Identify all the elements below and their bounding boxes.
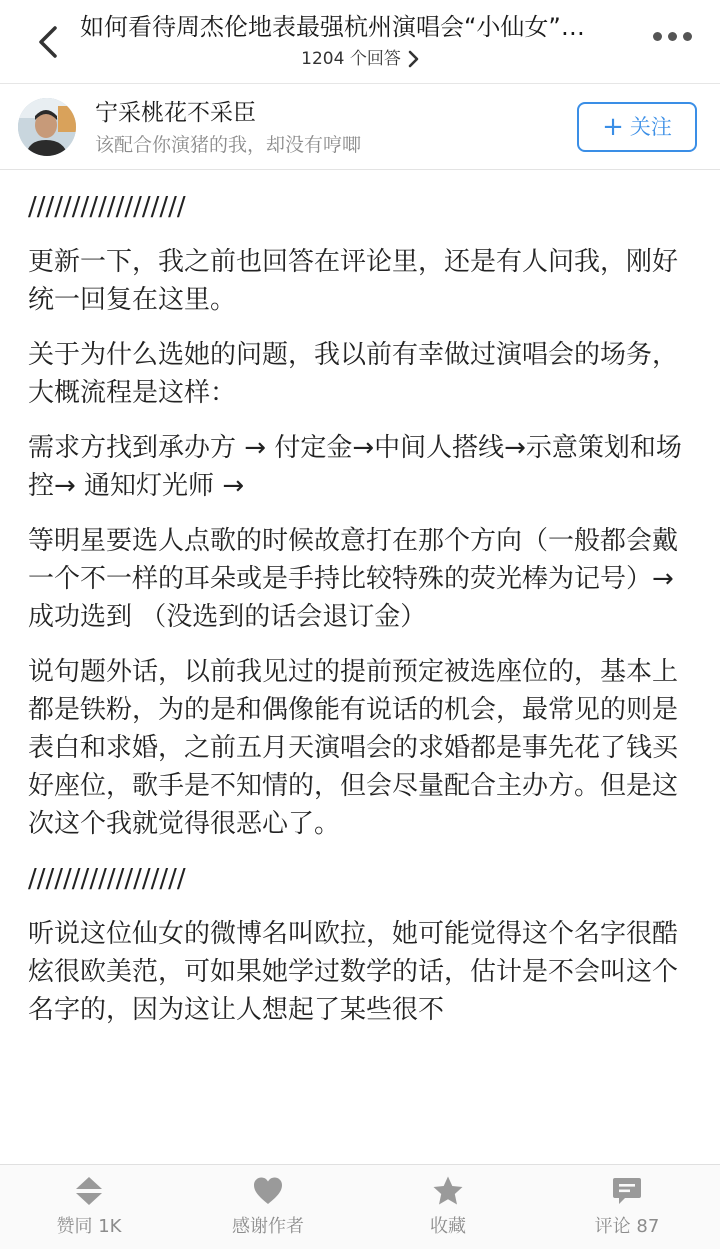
comment-label: 评论 87	[594, 1216, 660, 1237]
comment-button[interactable]	[552, 1175, 702, 1241]
avatar[interactable]	[18, 98, 76, 156]
author-row	[0, 84, 720, 170]
follow-button[interactable]	[577, 102, 697, 152]
paragraph: 需求方找到承办方 → 付定金→中间人搭线→示意策划和场控→ 通知灯光师 →	[28, 433, 682, 501]
bottom-action-bar	[0, 1164, 720, 1249]
paragraph: 关于为什么选她的问题，我以前有幸做过演唱会的场务，大概流程是这样：	[28, 340, 679, 408]
more-dots-icon	[653, 32, 662, 41]
top-nav-bar	[0, 0, 720, 84]
paragraph: 等明星要选人点歌的时候故意打在那个方向（一般都会戴一个不一样的耳朵或是手持比较特殊的荧光棒为记号）→ 成功选到 （没选到的话会退订金）	[28, 526, 679, 632]
chevron-right-icon	[407, 50, 419, 68]
paragraph: 更新一下，我之前也回答在评论里，还是有人问我，刚好统一回复在这里。	[28, 247, 679, 315]
plus-icon: +	[602, 112, 624, 142]
more-options-button[interactable]	[653, 32, 692, 41]
upvote-label: 赞同 1K	[56, 1216, 122, 1237]
answer-count: 1204 个回答	[301, 49, 401, 69]
avatar-image	[18, 98, 76, 156]
question-title[interactable]: 如何看待周杰伦地表最强杭州演唱会“小仙女”…	[80, 13, 585, 41]
star-icon	[432, 1175, 464, 1207]
thanks-button[interactable]	[193, 1175, 343, 1241]
author-bio: 该配合你演猪的我，却没有哼唧	[95, 134, 362, 156]
heart-icon	[252, 1175, 284, 1207]
comment-icon	[611, 1175, 643, 1207]
upvote-button[interactable]	[14, 1175, 164, 1241]
paragraph: 说句题外话，以前我见过的提前预定被选座位的，基本上都是铁粉，为的是和偶像能有说话的机会，最常见的则是表白和求婚，之前五月天演唱会的求婚都是事先花了钱买好座位，歌手是不知情的，但会尽量配合主办方。但是这次这个我就觉得很恶心了。	[28, 657, 679, 839]
collect-label: 收藏	[430, 1216, 466, 1237]
collect-button[interactable]	[373, 1175, 523, 1241]
paragraph: 听说这位仙女的微博名叫欧拉，她可能觉得这个名字很酷炫很欧美范，可如果她学过数学的话，估计是不会叫这个名字的，因为这让人想起了某些很不	[28, 919, 679, 1025]
author-name[interactable]: 宁采桃花不采臣	[95, 100, 256, 126]
upvote-downvote-icon	[73, 1175, 105, 1207]
answer-count-link[interactable]	[0, 45, 720, 73]
follow-label: 关注	[629, 115, 672, 139]
thanks-label: 感谢作者	[232, 1216, 304, 1237]
divider-text: //////////////////	[28, 864, 186, 894]
answer-content	[28, 188, 696, 1164]
divider-text: //////////////////	[28, 192, 186, 222]
